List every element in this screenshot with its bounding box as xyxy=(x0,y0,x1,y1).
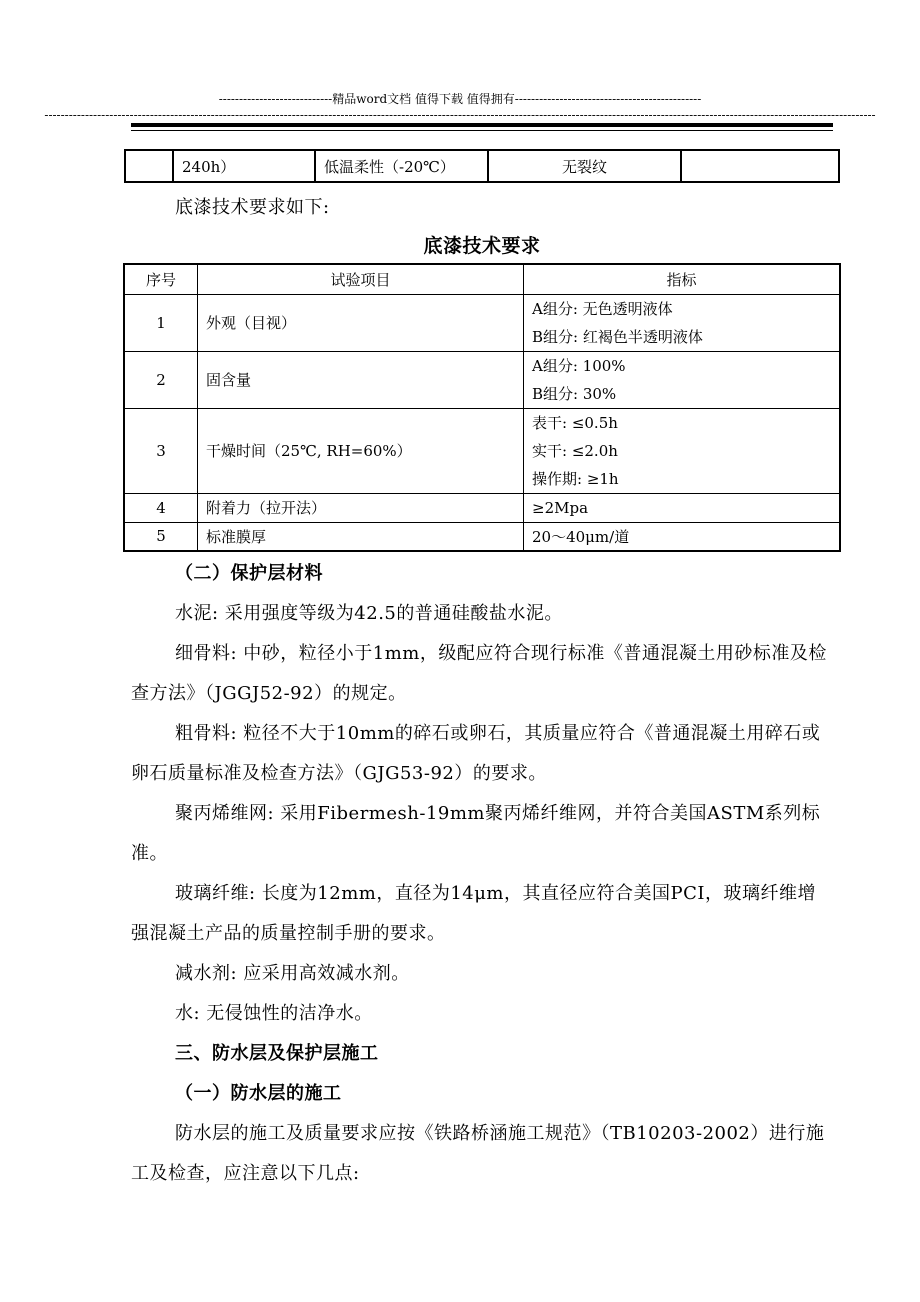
table-row xyxy=(125,150,839,182)
header-spec: 指标 xyxy=(524,264,841,294)
row-no: 1 xyxy=(124,294,198,351)
primer-table xyxy=(123,263,841,552)
paragraph-water: 水: 无侵蚀性的洁净水。 xyxy=(175,1003,373,1024)
spec-line: 操作期: ≥1h xyxy=(532,469,619,488)
table-row xyxy=(124,522,840,551)
row-item: 干燥时间（25℃, RH=60%） xyxy=(198,408,524,493)
table-row xyxy=(124,493,840,522)
intro-text: 底漆技术要求如下: xyxy=(175,197,330,218)
table-header-row xyxy=(124,264,840,294)
spec-line: A组分: 无色透明液体 xyxy=(532,299,673,318)
top-table xyxy=(124,149,840,183)
header-no: 序号 xyxy=(124,264,198,294)
paragraph-cement: 水泥: 采用强度等级为42.5的普通硅酸盐水泥。 xyxy=(175,603,563,624)
row-no: 3 xyxy=(124,408,198,493)
spec-line: 实干: ≤2.0h xyxy=(532,441,618,460)
section-heading-protect: （二）保护层材料 xyxy=(175,563,323,584)
page-header: ----------------------------精品word文档 值得下载 值得拥有---------------------------------------------- xyxy=(218,92,702,106)
header-item: 试验项目 xyxy=(198,264,524,294)
row-spec: 20～40μm/道 xyxy=(524,522,841,551)
table-title: 底漆技术要求 xyxy=(423,235,541,257)
row-no: 2 xyxy=(124,351,198,408)
paragraph-fine-aggregate: 细骨料: 中砂，粒径小于1mm，级配应符合现行标准《普通混凝土用砂标准及检查方法》（JGGJ52-92）的规定。 xyxy=(131,643,827,704)
spec-line: B组分: 30% xyxy=(532,384,617,403)
row-spec xyxy=(524,408,841,493)
row-item: 外观（目视） xyxy=(198,294,524,351)
paragraph-glass-fiber: 玻璃纤维: 长度为12mm，直径为14μm，其直径应符合美国PCI，玻璃纤维增强混凝土产品的质量控制手册的要求。 xyxy=(131,883,816,944)
table-row xyxy=(124,351,840,408)
spec-line: A组分: 100% xyxy=(532,356,626,375)
header-rule-thin xyxy=(131,130,833,131)
table-row xyxy=(124,294,840,351)
row-item: 附着力（拉开法） xyxy=(198,493,524,522)
top-cell-3: 无裂纹 xyxy=(488,150,681,182)
section-heading-waterproof: （一）防水层的施工 xyxy=(175,1083,342,1104)
top-cell-2: 低温柔性（-20℃） xyxy=(315,150,488,182)
paragraph-coarse-aggregate: 粗骨料: 粒径不大于10mm的碎石或卵石，其质量应符合《普通混凝土用碎石或卵石质量标准及检查方法》（GJG53-92）的要求。 xyxy=(131,723,821,784)
row-spec xyxy=(524,351,841,408)
row-item: 固含量 xyxy=(198,351,524,408)
top-cell-1: 240h） xyxy=(173,150,315,182)
row-spec: ≥2Mpa xyxy=(524,493,841,522)
paragraph-mesh: 聚丙烯维网: 采用Fibermesh-19mm聚丙烯纤维网，并符合美国ASTM系列标准。 xyxy=(131,803,821,864)
row-item: 标准膜厚 xyxy=(198,522,524,551)
section-heading-3: 三、防水层及保护层施工 xyxy=(175,1043,379,1064)
header-rule-thick xyxy=(131,123,833,127)
paragraph-reducer: 减水剂: 应采用高效减水剂。 xyxy=(175,963,410,984)
row-spec xyxy=(524,294,841,351)
table-row xyxy=(124,408,840,493)
spec-line: B组分: 红褐色半透明液体 xyxy=(532,327,703,346)
header-dashes: ------------------------------------------------------------------------------------------------------------------------------------------------------------------------------------------------------------- xyxy=(44,108,876,122)
row-no: 4 xyxy=(124,493,198,522)
top-cell-4 xyxy=(681,150,839,182)
paragraph-waterproof: 防水层的施工及质量要求应按《铁路桥涵施工规范》（TB10203-2002）进行施工及检查，应注意以下几点: xyxy=(131,1123,825,1184)
top-cell-0 xyxy=(125,150,173,182)
row-no: 5 xyxy=(124,522,198,551)
spec-line: 表干: ≤0.5h xyxy=(532,413,618,432)
